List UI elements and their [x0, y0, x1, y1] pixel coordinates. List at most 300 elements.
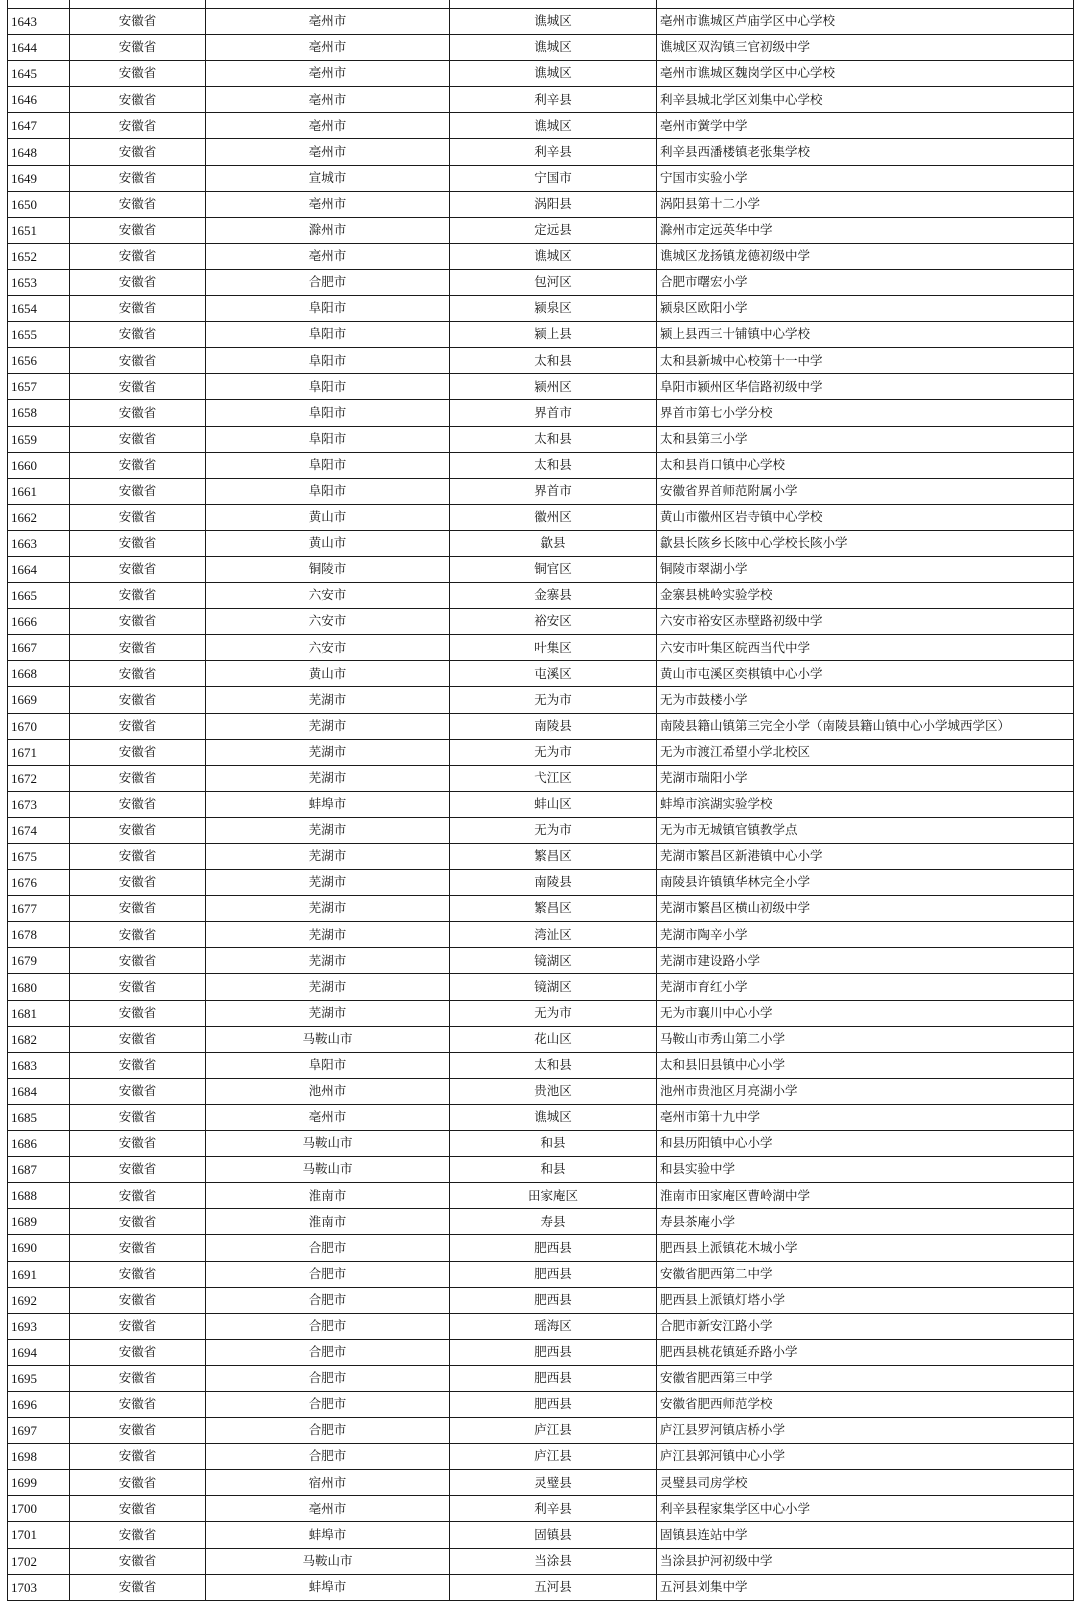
row-index-cell: 1675 [8, 844, 70, 870]
table-row [8, 583, 1074, 609]
province-cell: 安徽省 [70, 1209, 206, 1235]
table-row [8, 1339, 1074, 1365]
school-name-cell: 滁州市定远英华中学 [657, 217, 1074, 243]
city-cell: 六安市 [206, 583, 450, 609]
table-row [8, 765, 1074, 791]
province-cell: 安徽省 [70, 948, 206, 974]
table-row [8, 1052, 1074, 1078]
table-row [8, 9, 1074, 35]
row-index-cell: 1659 [8, 426, 70, 452]
city-cell: 黄山市 [206, 504, 450, 530]
district-cell: 太和县 [450, 348, 657, 374]
row-index-cell: 1647 [8, 113, 70, 139]
school-name-cell: 太和县第三小学 [657, 426, 1074, 452]
district-cell: 金寨县 [450, 583, 657, 609]
province-cell: 安徽省 [70, 61, 206, 87]
district-cell: 利辛县 [450, 1496, 657, 1522]
district-cell: 徽州区 [450, 504, 657, 530]
row-index-cell: 1673 [8, 791, 70, 817]
province-cell: 安徽省 [70, 1339, 206, 1365]
table-row-previous-edge [8, 0, 1074, 9]
table-row [8, 1574, 1074, 1600]
row-index-cell: 1702 [8, 1548, 70, 1574]
city-cell: 芜湖市 [206, 974, 450, 1000]
province-cell: 安徽省 [70, 1131, 206, 1157]
province-cell: 安徽省 [70, 296, 206, 322]
province-cell: 安徽省 [70, 687, 206, 713]
city-cell: 芜湖市 [206, 870, 450, 896]
district-cell: 贵池区 [450, 1078, 657, 1104]
district-cell: 灵璧县 [450, 1470, 657, 1496]
province-cell: 安徽省 [70, 1235, 206, 1261]
row-index-cell: 1643 [8, 9, 70, 35]
province-cell: 安徽省 [70, 817, 206, 843]
district-cell: 和县 [450, 1157, 657, 1183]
row-index-cell: 1696 [8, 1391, 70, 1417]
row-index-cell: 1663 [8, 530, 70, 556]
row-index-cell: 1693 [8, 1313, 70, 1339]
school-name-cell: 亳州市谯城区芦庙学区中心学校 [657, 9, 1074, 35]
province-cell: 安徽省 [70, 1104, 206, 1130]
district-cell: 镜湖区 [450, 948, 657, 974]
city-cell: 马鞍山市 [206, 1157, 450, 1183]
district-cell: 繁昌区 [450, 896, 657, 922]
table-row [8, 426, 1074, 452]
city-cell: 亳州市 [206, 35, 450, 61]
province-cell: 安徽省 [70, 1496, 206, 1522]
district-cell: 肥西县 [450, 1287, 657, 1313]
table-row [8, 1000, 1074, 1026]
row-index-cell: 1653 [8, 269, 70, 295]
row-index-cell: 1651 [8, 217, 70, 243]
city-cell: 阜阳市 [206, 478, 450, 504]
school-name-cell: 谯城区双沟镇三官初级中学 [657, 35, 1074, 61]
district-cell: 田家庵区 [450, 1183, 657, 1209]
province-cell: 安徽省 [70, 583, 206, 609]
school-name-cell: 芜湖市陶辛小学 [657, 922, 1074, 948]
city-cell: 芜湖市 [206, 1000, 450, 1026]
school-name-cell: 马鞍山市秀山第二小学 [657, 1026, 1074, 1052]
school-name-cell: 亳州市谯城区魏岗学区中心学校 [657, 61, 1074, 87]
city-cell: 芜湖市 [206, 896, 450, 922]
province-cell: 安徽省 [70, 87, 206, 113]
district-cell: 肥西县 [450, 1261, 657, 1287]
school-list-table-wrapper [7, 0, 1073, 1601]
row-index-cell: 1649 [8, 165, 70, 191]
row-index-cell: 1684 [8, 1078, 70, 1104]
city-cell: 宣城市 [206, 165, 450, 191]
row-index-cell: 1667 [8, 635, 70, 661]
school-name-cell: 安徽省界首师范附属小学 [657, 478, 1074, 504]
table-cell [657, 0, 1074, 9]
province-cell: 安徽省 [70, 1548, 206, 1574]
row-index-cell: 1650 [8, 191, 70, 217]
table-row [8, 609, 1074, 635]
row-index-cell: 1666 [8, 609, 70, 635]
row-index-cell: 1680 [8, 974, 70, 1000]
school-name-cell: 固镇县连站中学 [657, 1522, 1074, 1548]
city-cell: 亳州市 [206, 113, 450, 139]
district-cell: 铜官区 [450, 556, 657, 582]
row-index-cell: 1671 [8, 739, 70, 765]
school-name-cell: 合肥市曙宏小学 [657, 269, 1074, 295]
district-cell: 肥西县 [450, 1391, 657, 1417]
table-row [8, 635, 1074, 661]
province-cell: 安徽省 [70, 765, 206, 791]
province-cell: 安徽省 [70, 556, 206, 582]
city-cell: 池州市 [206, 1078, 450, 1104]
city-cell: 合肥市 [206, 1261, 450, 1287]
province-cell: 安徽省 [70, 1026, 206, 1052]
school-name-cell: 阜阳市颍州区华信路初级中学 [657, 374, 1074, 400]
school-name-cell: 铜陵市翠湖小学 [657, 556, 1074, 582]
table-row [8, 452, 1074, 478]
province-cell: 安徽省 [70, 426, 206, 452]
district-cell: 谯城区 [450, 243, 657, 269]
table-row [8, 1470, 1074, 1496]
province-cell: 安徽省 [70, 504, 206, 530]
school-name-cell: 肥西县上派镇花木城小学 [657, 1235, 1074, 1261]
district-cell: 谯城区 [450, 35, 657, 61]
row-index-cell: 1685 [8, 1104, 70, 1130]
city-cell: 阜阳市 [206, 452, 450, 478]
row-index-cell: 1697 [8, 1418, 70, 1444]
city-cell: 芜湖市 [206, 713, 450, 739]
city-cell: 黄山市 [206, 530, 450, 556]
table-row [8, 556, 1074, 582]
province-cell: 安徽省 [70, 1418, 206, 1444]
school-name-cell: 芜湖市建设路小学 [657, 948, 1074, 974]
city-cell: 合肥市 [206, 1235, 450, 1261]
table-row [8, 1235, 1074, 1261]
table-row [8, 269, 1074, 295]
table-row [8, 896, 1074, 922]
table-row [8, 1496, 1074, 1522]
row-index-cell: 1664 [8, 556, 70, 582]
district-cell: 无为市 [450, 687, 657, 713]
district-cell: 界首市 [450, 400, 657, 426]
province-cell: 安徽省 [70, 791, 206, 817]
city-cell: 亳州市 [206, 139, 450, 165]
school-name-cell: 利辛县西潘楼镇老张集学校 [657, 139, 1074, 165]
row-index-cell: 1690 [8, 1235, 70, 1261]
row-index-cell: 1679 [8, 948, 70, 974]
school-name-cell: 肥西县上派镇灯塔小学 [657, 1287, 1074, 1313]
district-cell: 颍州区 [450, 374, 657, 400]
school-name-cell: 歙县长陔乡长陔中心学校长陔小学 [657, 530, 1074, 556]
province-cell: 安徽省 [70, 139, 206, 165]
table-row [8, 139, 1074, 165]
province-cell: 安徽省 [70, 9, 206, 35]
district-cell: 叶集区 [450, 635, 657, 661]
district-cell: 利辛县 [450, 87, 657, 113]
table-row [8, 1026, 1074, 1052]
province-cell: 安徽省 [70, 1574, 206, 1600]
table-row [8, 1287, 1074, 1313]
province-cell: 安徽省 [70, 1313, 206, 1339]
city-cell: 芜湖市 [206, 739, 450, 765]
province-cell: 安徽省 [70, 844, 206, 870]
table-cell [206, 0, 450, 9]
province-cell: 安徽省 [70, 1183, 206, 1209]
table-row [8, 713, 1074, 739]
school-name-cell: 灵璧县司房学校 [657, 1470, 1074, 1496]
row-index-cell: 1674 [8, 817, 70, 843]
table-row [8, 739, 1074, 765]
row-index-cell: 1703 [8, 1574, 70, 1600]
table-row [8, 374, 1074, 400]
province-cell: 安徽省 [70, 165, 206, 191]
city-cell: 黄山市 [206, 661, 450, 687]
school-name-cell: 亳州市第十九中学 [657, 1104, 1074, 1130]
city-cell: 蚌埠市 [206, 791, 450, 817]
province-cell: 安徽省 [70, 661, 206, 687]
table-row [8, 165, 1074, 191]
district-cell: 太和县 [450, 1052, 657, 1078]
province-cell: 安徽省 [70, 191, 206, 217]
district-cell: 南陵县 [450, 713, 657, 739]
district-cell: 镜湖区 [450, 974, 657, 1000]
province-cell: 安徽省 [70, 1052, 206, 1078]
school-name-cell: 颍上县西三十铺镇中心学校 [657, 322, 1074, 348]
district-cell: 利辛县 [450, 139, 657, 165]
row-index-cell: 1692 [8, 1287, 70, 1313]
city-cell: 芜湖市 [206, 817, 450, 843]
school-list-table [7, 0, 1074, 1601]
city-cell: 亳州市 [206, 243, 450, 269]
province-cell: 安徽省 [70, 896, 206, 922]
row-index-cell: 1658 [8, 400, 70, 426]
school-name-cell: 芜湖市繁昌区新港镇中心小学 [657, 844, 1074, 870]
city-cell: 阜阳市 [206, 322, 450, 348]
school-name-cell: 亳州市黉学中学 [657, 113, 1074, 139]
school-name-cell: 安徽省肥西师范学校 [657, 1391, 1074, 1417]
table-cell [8, 0, 70, 9]
province-cell: 安徽省 [70, 1287, 206, 1313]
school-name-cell: 庐江县罗河镇店桥小学 [657, 1418, 1074, 1444]
row-index-cell: 1652 [8, 243, 70, 269]
school-name-cell: 六安市裕安区赤壁路初级中学 [657, 609, 1074, 635]
school-name-cell: 六安市叶集区皖西当代中学 [657, 635, 1074, 661]
row-index-cell: 1682 [8, 1026, 70, 1052]
school-name-cell: 肥西县桃花镇延乔路小学 [657, 1339, 1074, 1365]
school-name-cell: 黄山市徽州区岩寺镇中心学校 [657, 504, 1074, 530]
province-cell: 安徽省 [70, 113, 206, 139]
city-cell: 合肥市 [206, 269, 450, 295]
city-cell: 芜湖市 [206, 844, 450, 870]
row-index-cell: 1655 [8, 322, 70, 348]
district-cell: 太和县 [450, 426, 657, 452]
province-cell: 安徽省 [70, 1078, 206, 1104]
city-cell: 阜阳市 [206, 1052, 450, 1078]
row-index-cell: 1665 [8, 583, 70, 609]
province-cell: 安徽省 [70, 739, 206, 765]
row-index-cell: 1676 [8, 870, 70, 896]
row-index-cell: 1646 [8, 87, 70, 113]
province-cell: 安徽省 [70, 1470, 206, 1496]
table-row [8, 322, 1074, 348]
city-cell: 芜湖市 [206, 687, 450, 713]
row-index-cell: 1681 [8, 1000, 70, 1026]
province-cell: 安徽省 [70, 400, 206, 426]
city-cell: 合肥市 [206, 1391, 450, 1417]
row-index-cell: 1660 [8, 452, 70, 478]
province-cell: 安徽省 [70, 1261, 206, 1287]
table-row [8, 1365, 1074, 1391]
table-row [8, 1209, 1074, 1235]
school-name-cell: 芜湖市瑞阳小学 [657, 765, 1074, 791]
row-index-cell: 1678 [8, 922, 70, 948]
district-cell: 南陵县 [450, 870, 657, 896]
school-name-cell: 和县实验中学 [657, 1157, 1074, 1183]
table-row [8, 191, 1074, 217]
city-cell: 合肥市 [206, 1418, 450, 1444]
district-cell: 谯城区 [450, 61, 657, 87]
province-cell: 安徽省 [70, 974, 206, 1000]
table-row [8, 1548, 1074, 1574]
district-cell: 庐江县 [450, 1418, 657, 1444]
district-cell: 谯城区 [450, 9, 657, 35]
province-cell: 安徽省 [70, 609, 206, 635]
province-cell: 安徽省 [70, 374, 206, 400]
row-index-cell: 1694 [8, 1339, 70, 1365]
province-cell: 安徽省 [70, 269, 206, 295]
school-name-cell: 太和县肖口镇中心学校 [657, 452, 1074, 478]
city-cell: 马鞍山市 [206, 1026, 450, 1052]
table-row [8, 844, 1074, 870]
school-name-cell: 安徽省肥西第三中学 [657, 1365, 1074, 1391]
city-cell: 阜阳市 [206, 374, 450, 400]
district-cell: 蚌山区 [450, 791, 657, 817]
row-index-cell: 1695 [8, 1365, 70, 1391]
school-name-cell: 芜湖市繁昌区横山初级中学 [657, 896, 1074, 922]
table-row [8, 1157, 1074, 1183]
table-row [8, 870, 1074, 896]
row-index-cell: 1668 [8, 661, 70, 687]
table-row [8, 530, 1074, 556]
province-cell: 安徽省 [70, 713, 206, 739]
city-cell: 阜阳市 [206, 426, 450, 452]
table-row [8, 922, 1074, 948]
district-cell: 肥西县 [450, 1235, 657, 1261]
district-cell: 颍上县 [450, 322, 657, 348]
district-cell: 繁昌区 [450, 844, 657, 870]
city-cell: 亳州市 [206, 1104, 450, 1130]
city-cell: 六安市 [206, 635, 450, 661]
school-name-cell: 涡阳县第十二小学 [657, 191, 1074, 217]
table-row [8, 1104, 1074, 1130]
district-cell: 涡阳县 [450, 191, 657, 217]
province-cell: 安徽省 [70, 243, 206, 269]
school-name-cell: 芜湖市育红小学 [657, 974, 1074, 1000]
row-index-cell: 1688 [8, 1183, 70, 1209]
district-cell: 肥西县 [450, 1339, 657, 1365]
province-cell: 安徽省 [70, 1157, 206, 1183]
province-cell: 安徽省 [70, 635, 206, 661]
row-index-cell: 1661 [8, 478, 70, 504]
province-cell: 安徽省 [70, 35, 206, 61]
district-cell: 屯溪区 [450, 661, 657, 687]
district-cell: 太和县 [450, 452, 657, 478]
district-cell: 和县 [450, 1131, 657, 1157]
district-cell: 湾沚区 [450, 922, 657, 948]
district-cell: 庐江县 [450, 1444, 657, 1470]
row-index-cell: 1691 [8, 1261, 70, 1287]
row-index-cell: 1670 [8, 713, 70, 739]
province-cell: 安徽省 [70, 452, 206, 478]
row-index-cell: 1645 [8, 61, 70, 87]
district-cell: 弋江区 [450, 765, 657, 791]
province-cell: 安徽省 [70, 1365, 206, 1391]
school-name-cell: 宁国市实验小学 [657, 165, 1074, 191]
district-cell: 无为市 [450, 1000, 657, 1026]
row-index-cell: 1686 [8, 1131, 70, 1157]
district-cell: 界首市 [450, 478, 657, 504]
row-index-cell: 1672 [8, 765, 70, 791]
table-row [8, 400, 1074, 426]
row-index-cell: 1662 [8, 504, 70, 530]
school-name-cell: 安徽省肥西第二中学 [657, 1261, 1074, 1287]
table-row [8, 296, 1074, 322]
row-index-cell: 1644 [8, 35, 70, 61]
city-cell: 亳州市 [206, 9, 450, 35]
city-cell: 合肥市 [206, 1444, 450, 1470]
table-cell [450, 0, 657, 9]
school-name-cell: 寿县茶庵小学 [657, 1209, 1074, 1235]
school-name-cell: 和县历阳镇中心小学 [657, 1131, 1074, 1157]
district-cell: 裕安区 [450, 609, 657, 635]
province-cell: 安徽省 [70, 217, 206, 243]
row-index-cell: 1683 [8, 1052, 70, 1078]
table-row [8, 817, 1074, 843]
district-cell: 无为市 [450, 739, 657, 765]
table-row [8, 61, 1074, 87]
row-index-cell: 1689 [8, 1209, 70, 1235]
school-name-cell: 无为市无城镇官镇教学点 [657, 817, 1074, 843]
district-cell: 谯城区 [450, 113, 657, 139]
school-name-cell: 合肥市新安江路小学 [657, 1313, 1074, 1339]
table-row [8, 791, 1074, 817]
row-index-cell: 1687 [8, 1157, 70, 1183]
school-name-cell: 太和县旧县镇中心小学 [657, 1052, 1074, 1078]
city-cell: 六安市 [206, 609, 450, 635]
school-name-cell: 庐江县郭河镇中心小学 [657, 1444, 1074, 1470]
city-cell: 阜阳市 [206, 296, 450, 322]
province-cell: 安徽省 [70, 348, 206, 374]
district-cell: 包河区 [450, 269, 657, 295]
school-name-cell: 无为市襄川中心小学 [657, 1000, 1074, 1026]
city-cell: 马鞍山市 [206, 1131, 450, 1157]
table-row [8, 687, 1074, 713]
table-row [8, 1261, 1074, 1287]
city-cell: 芜湖市 [206, 765, 450, 791]
district-cell: 肥西县 [450, 1365, 657, 1391]
city-cell: 芜湖市 [206, 922, 450, 948]
city-cell: 亳州市 [206, 61, 450, 87]
table-row [8, 1391, 1074, 1417]
table-row [8, 1183, 1074, 1209]
table-row [8, 243, 1074, 269]
city-cell: 淮南市 [206, 1209, 450, 1235]
city-cell: 滁州市 [206, 217, 450, 243]
city-cell: 阜阳市 [206, 348, 450, 374]
school-name-cell: 蚌埠市滨湖实验学校 [657, 791, 1074, 817]
city-cell: 合肥市 [206, 1365, 450, 1391]
district-cell: 歙县 [450, 530, 657, 556]
table-row [8, 1131, 1074, 1157]
row-index-cell: 1700 [8, 1496, 70, 1522]
province-cell: 安徽省 [70, 322, 206, 348]
